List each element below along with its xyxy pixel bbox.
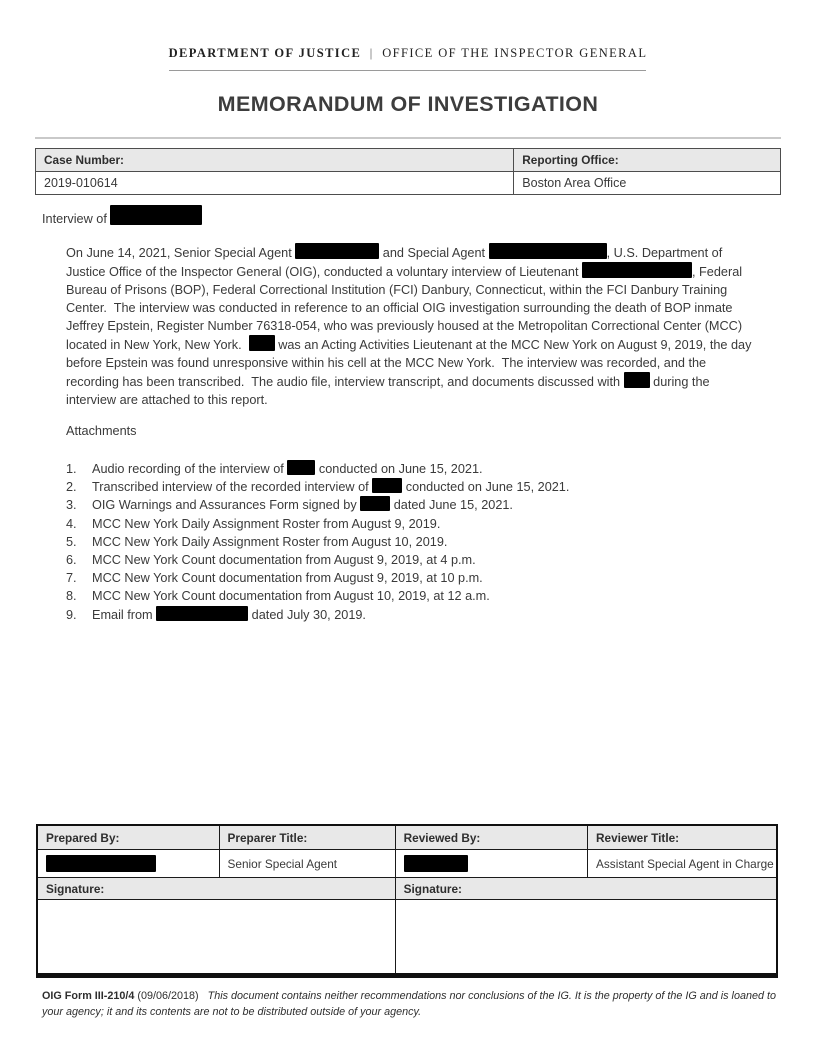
- signature-space-row: [37, 900, 777, 976]
- attachment-number: 3.: [66, 498, 77, 513]
- attachment-text: OIG Warnings and Assurances Form signed by dated June 15, 2021.: [92, 498, 513, 513]
- attachment-item: [66, 460, 772, 478]
- signature-value-row: [37, 850, 777, 878]
- signature-label-row: [37, 878, 777, 900]
- reporting-office-label: Reporting Office:: [514, 149, 781, 172]
- attachment-text: MCC New York Count documentation from August 9, 2019, at 10 p.m.: [92, 571, 483, 586]
- signature-label-left: Signature:: [37, 878, 395, 900]
- attachment-text: MCC New York Daily Assignment Roster from August 9, 2019.: [92, 516, 441, 531]
- prepared-by-label: Prepared By:: [37, 825, 219, 850]
- content-divider-rule: [35, 137, 781, 139]
- signature-table: [36, 824, 778, 978]
- case-number-value: 2019-010614: [36, 172, 514, 195]
- attachment-item: [66, 478, 772, 496]
- redaction-box: [295, 243, 379, 259]
- attachment-item: [66, 587, 772, 605]
- reviewer-title-label: Reviewer Title:: [588, 825, 777, 850]
- page-title: MEMORANDUM OF INVESTIGATION: [217, 92, 599, 116]
- attachment-text: Email from dated July 30, 2019.: [92, 607, 366, 622]
- prepared-by-value: [37, 850, 219, 878]
- redaction-box: [46, 855, 156, 872]
- redaction-box: [489, 243, 607, 259]
- form-footer: [42, 989, 778, 1020]
- letterhead-agency: DEPARTMENT OF JUSTICE: [168, 46, 362, 60]
- reviewer-title-value: Assistant Special Agent in Charge: [588, 850, 777, 878]
- case-info-value-row: [36, 172, 781, 195]
- redaction-box: [360, 496, 390, 511]
- reporting-office-value: Boston Area Office: [514, 172, 781, 195]
- attachment-number: 2.: [66, 480, 77, 495]
- signature-label-right: Signature:: [395, 878, 777, 900]
- attachment-item: [66, 533, 772, 551]
- redaction-box: [372, 478, 402, 493]
- preparer-title-label: Preparer Title:: [219, 825, 395, 850]
- document-letterhead: [0, 46, 816, 61]
- attachments-list: [66, 460, 772, 624]
- attachment-text: MCC New York Daily Assignment Roster from August 10, 2019.: [92, 534, 448, 549]
- attachment-text: MCC New York Count documentation from August 10, 2019, at 12 a.m.: [92, 589, 490, 604]
- attachment-number: 5.: [66, 534, 77, 549]
- attachment-number: 8.: [66, 589, 77, 604]
- attachment-text: MCC New York Count documentation from August 9, 2019, at 4 p.m.: [92, 553, 476, 568]
- signature-space-right: [395, 900, 777, 976]
- attachment-item: [66, 551, 772, 569]
- form-disclaimer: This document contains neither recommendations nor conclusions of the IG. It is the property of the IG and is loaned to your agency; it and its contents are not to be distributed outside of your agency.: [42, 990, 776, 1018]
- redaction-box: [582, 262, 692, 278]
- attachment-number: 6.: [66, 553, 77, 568]
- attachment-number: 1.: [66, 462, 77, 476]
- form-number: OIG Form III-210/4: [42, 990, 135, 1002]
- redaction-box: [624, 372, 650, 388]
- attachment-text: Audio recording of the interview of conducted on June 15, 2021.: [92, 462, 483, 476]
- attachment-number: 9.: [66, 607, 77, 622]
- body-paragraph: On June 14, 2021, Senior Special Agent and Special Agent , U.S. Department of Justice Office of the Inspector General (OIG), conducted a voluntary interview of Lieutenant , Federal Bureau of Prisons (BOP), Federal Correctional Institution (FCI) Danbury, Connecticut, within the FCI Danbury Training Center. The interview was conducted in reference to an official OIG investigation surrounding the death of BOP inmate Jeffrey Epstein, Register Number 76318-054, who was previously housed at the Metropolitan Correctional Center (MCC) located in New York, New York. was an Acting Activities Lieutenant at the MCC New York on August 9, 2019, the day before Epstein was found unresponsive within his cell at the MCC New York. The interview was recorded, and the recording has been transcribed. The audio file, interview transcript, and documents discussed with during the interview are attached to this report.: [66, 243, 756, 409]
- redaction-box: [110, 205, 202, 225]
- case-info-table: [35, 148, 781, 195]
- case-number-label: Case Number:: [36, 149, 514, 172]
- attachments-heading: Attachments: [66, 424, 137, 438]
- attachment-text: Transcribed interview of the recorded interview of conducted on June 15, 2021.: [92, 480, 570, 495]
- attachment-item: [66, 606, 772, 624]
- attachment-number: 7.: [66, 571, 77, 586]
- reviewed-by-value: [395, 850, 587, 878]
- preparer-title-value: Senior Special Agent: [219, 850, 395, 878]
- attachment-item: [66, 569, 772, 587]
- signature-space-left: [37, 900, 395, 976]
- attachment-item: [66, 515, 772, 533]
- signature-header-row: [37, 825, 777, 850]
- redaction-box: [404, 855, 468, 872]
- form-revision-date: (09/06/2018): [137, 990, 199, 1002]
- reviewed-by-label: Reviewed By:: [395, 825, 587, 850]
- attachment-item: [66, 496, 772, 514]
- case-info-header-row: [36, 149, 781, 172]
- letterhead-divider: |: [369, 46, 374, 60]
- redaction-box: [249, 335, 275, 351]
- redaction-box: [156, 606, 248, 621]
- letterhead-office: OFFICE OF THE INSPECTOR GENERAL: [382, 46, 648, 60]
- redaction-box: [287, 460, 315, 475]
- attachment-number: 4.: [66, 516, 77, 531]
- subject-line: Interview of: [42, 205, 202, 226]
- letterhead-rule: [169, 70, 646, 71]
